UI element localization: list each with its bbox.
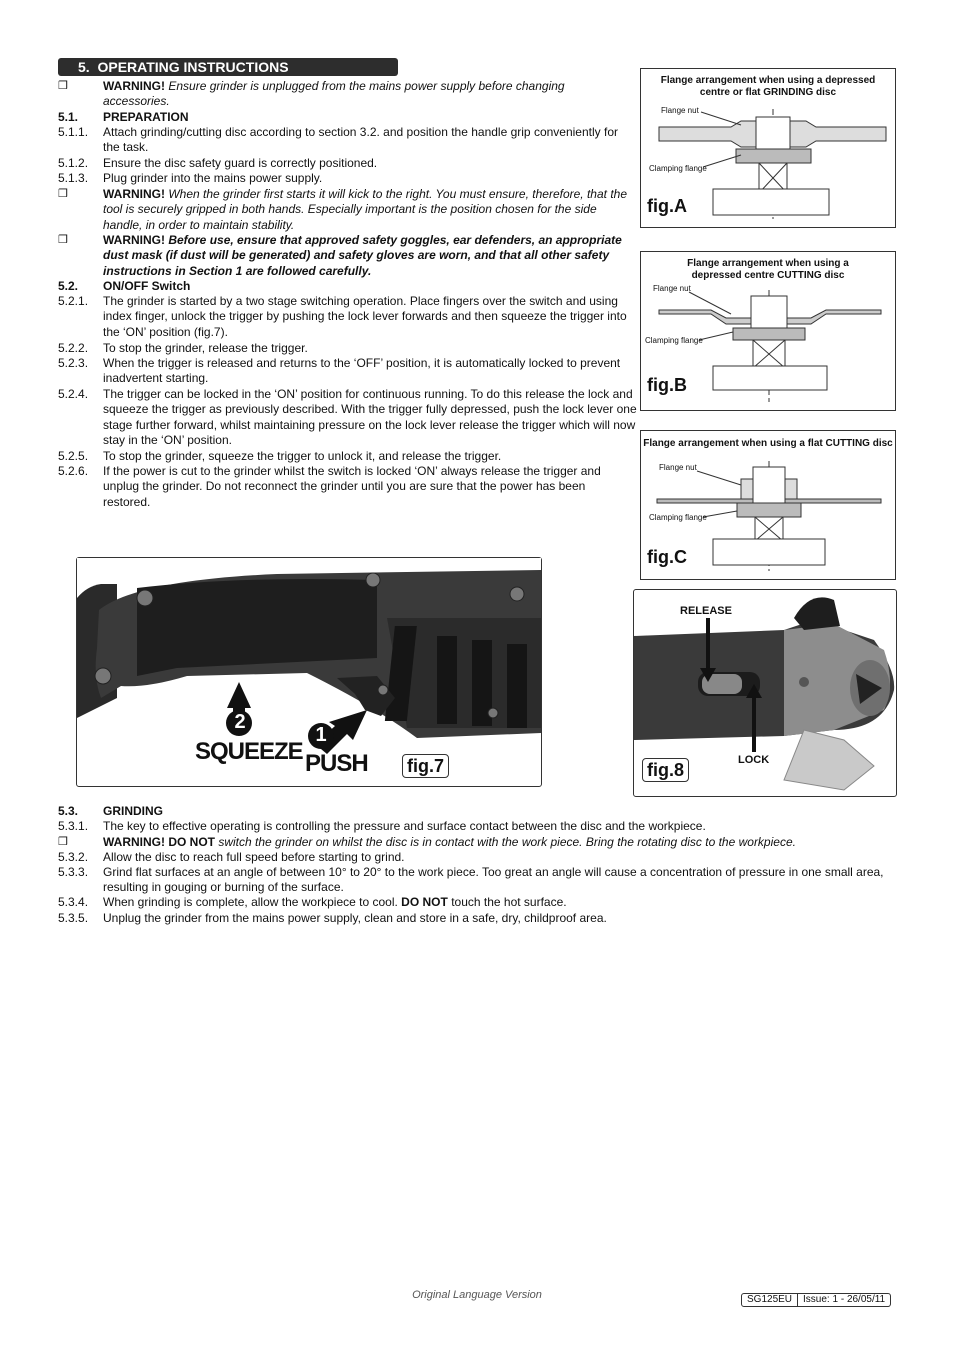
item-text: If the power is cut to the grinder whilst the switch is locked ‘ON’ always release the trigger and unplug the grinder. Do not reconnect the grinder until you are sure that the power has been restored. [103,464,601,509]
item-emphasis: DO NOT [401,895,448,909]
item-text: To stop the grinder, squeeze the trigger to unlock it, and release the trigger. [103,449,502,463]
section-title: OPERATING INSTRUCTIONS [97,59,289,75]
figure-label: fig.8 [642,758,689,782]
figure-title: Flange arrangement when using a flat CUTTING disc [643,438,893,449]
checkbox-icon: ❒ [58,188,68,200]
item-number: 5.2.1. [58,294,89,308]
flange-nut-label: Flange nut [653,284,691,293]
warning-label: WARNING! [103,187,165,201]
checkbox-icon: ❒ [58,836,68,848]
item-number: 5.1.2. [58,156,89,170]
flange-nut-label: Flange nut [661,106,699,115]
item-text: Grind flat surfaces at an angle of between 10° to 20° to the work piece. Too great an angle will cause a concentration of pressure in one small area, resulting in gouging or burning of the surface. [103,865,884,895]
warning-label: WARNING! [103,233,165,247]
item-number: 5.3.2. [58,850,89,864]
item-number: 5.3.5. [58,911,89,925]
step-2-number: 2 [234,711,246,733]
issue-date: Issue: 1 - 26/05/11 [803,1294,886,1305]
flange-nut-label: Flange nut [659,463,697,472]
release-label: RELEASE [680,605,732,617]
clamping-flange-label: Clamping flange [649,513,707,522]
figure-b [640,251,896,411]
item-number: 5.2.4. [58,387,89,401]
item-number: 5.3. [58,804,79,818]
figure-label: fig.A [647,196,687,216]
item-number: 5.3.1. [58,819,89,833]
item-heading: GRINDING [103,804,163,818]
checkbox-icon: ❒ [58,80,68,92]
footer-issue-box [741,1293,891,1307]
figure-a [640,68,896,228]
item-text: When the trigger is released and returns to the ‘OFF’ position, it is automatically locked to prevent inadvertent starting. [103,356,621,386]
item-text: The grinder is started by a two stage switching operation. Place fingers over the switch and using index finger, unlock the trigger by pushing the lock lever forwards and then squeeze the trigger into the ‘ON’ position (fig.7). [103,294,627,339]
figure-title: Flange arrangement when using a [687,258,849,269]
item-text: To stop the grinder, release the trigger. [103,341,308,355]
section-header [58,58,398,76]
lock-label: LOCK [738,754,770,766]
item-number: 5.1.3. [58,171,89,185]
item-number: 5.3.4. [58,895,89,909]
figure-title: depressed centre CUTTING disc [691,270,845,281]
item-number: 5.1.1. [58,125,89,139]
item-text: When grinding is complete, allow the workpiece to cool. [103,895,398,909]
item-number: 5.2.3. [58,356,89,370]
figure-title: centre or flat GRINDING disc [699,87,837,98]
item-number: 5.2.6. [58,464,89,478]
item-number: 5.2. [58,279,79,293]
item-number: 5.1. [58,110,79,124]
item-heading: PREPARATION [103,110,189,124]
warning-text: Before use, ensure that approved safety goggles, ear defenders, an appropriate dust mask (if dust will be generated) and safety gloves are worn, and that all other safety instructions in Section 1 are followed carefully. [103,233,622,278]
figure-8 [633,589,897,797]
warning-label: WARNING! DO NOT [103,835,215,849]
warning-label: WARNING! [103,79,165,93]
item-text: Plug grinder into the mains power supply. [103,171,323,185]
figure-title: Flange arrangement when using a depressed [660,75,876,86]
item-heading: ON/OFF Switch [103,279,191,293]
figure-label: fig.B [647,375,687,395]
item-text: Unplug the grinder from the mains power supply, clean and store in a safe, dry, childproof area. [103,911,607,925]
clamping-flange-label: Clamping flange [645,336,703,345]
footer-language: Original Language Version [412,1289,542,1301]
item-number: 5.3.3. [58,865,89,879]
warning-text: switch the grinder on whilst the disc is in contact with the work piece. Bring the rotating disc to the workpiece. [218,835,796,849]
item-number: 5.2.5. [58,449,89,463]
warning-text: Ensure grinder is unplugged from the mains power supply before changing accessories. [103,79,565,109]
item-number: 5.2.2. [58,341,89,355]
item-text: Allow the disc to reach full speed before starting to grind. [103,850,405,864]
checkbox-icon: ❒ [58,234,68,246]
section-number: 5. [78,59,90,75]
push-label: PUSH [305,750,368,777]
squeeze-label: SQUEEZE [195,738,303,765]
item-text: The trigger can be locked in the ‘ON’ position for continuous running. To do this release the lock and squeeze the trigger as previously described. With the trigger fully depressed, push the lock lever one stage further forward, whilst maintaining pressure on the lock lever release the trigger which will now stay in the ‘ON’ position. [103,387,637,448]
item-text: The key to effective operating is controlling the pressure and surface contact between the disc and the workpiece. [103,819,706,833]
figure-label: fig.7 [402,754,449,778]
step-1-number: 1 [315,724,327,746]
model-number: SG125EU [747,1294,793,1305]
warning-text: When the grinder first starts it will kick to the right. You must ensure, therefore, that the tool is securely gripped in both hands. Especially important is the position chosen for the side handle, in order to maintain stability. [103,187,627,232]
figure-7 [76,557,542,787]
item-text: Attach grinding/cutting disc according to section 3.2. and position the handle grip conveniently for the task. [103,125,618,155]
figure-label: fig.C [647,547,687,567]
item-text: Ensure the disc safety guard is correctly positioned. [103,156,378,170]
clamping-flange-label: Clamping flange [649,164,707,173]
item-text: touch the hot surface. [451,895,567,909]
figure-c [640,430,896,580]
